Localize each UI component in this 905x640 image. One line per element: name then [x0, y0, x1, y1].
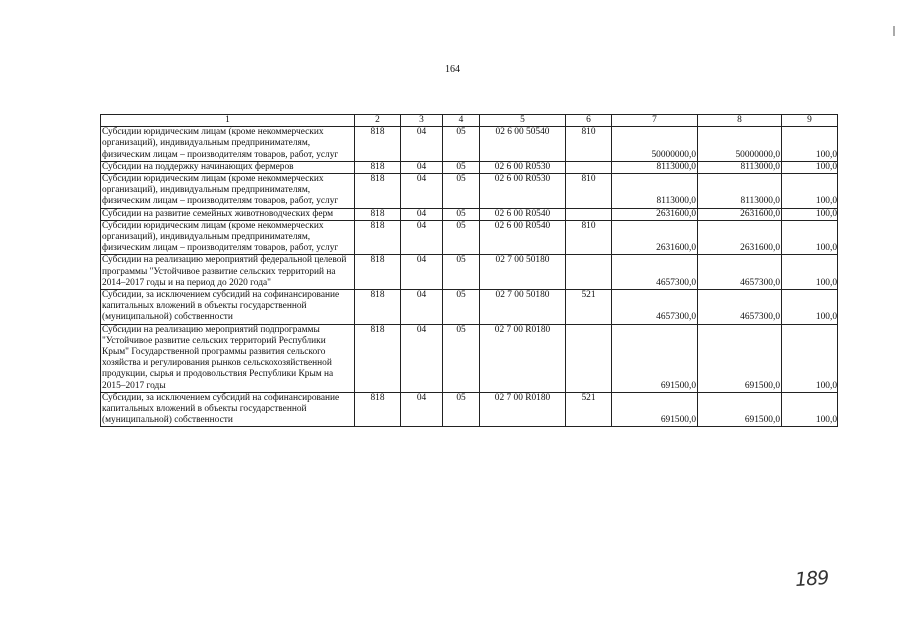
cell-expense-type: 521 [566, 290, 612, 325]
cell-target-article: 02 6 00 R0540 [480, 208, 566, 220]
cell-approved-amount: 691500,0 [612, 324, 698, 392]
cell-expense-type: 810 [566, 127, 612, 162]
table-header-row [101, 115, 838, 127]
cell-execution-percent: 100,0 [782, 174, 838, 209]
header-cell: 9 [782, 115, 838, 127]
cell-subsection: 05 [443, 324, 480, 392]
cell-name: Субсидии на развитие семейных животноводческих ферм [101, 208, 355, 220]
cell-admin-code: 818 [355, 255, 401, 290]
cell-target-article: 02 6 00 R0540 [480, 220, 566, 255]
cell-execution-percent: 100,0 [782, 220, 838, 255]
header-cell: 6 [566, 115, 612, 127]
cell-expense-type [566, 324, 612, 392]
table-row [101, 324, 838, 392]
cell-execution-percent: 100,0 [782, 392, 838, 427]
cell-expense-type [566, 255, 612, 290]
table-row [101, 392, 838, 427]
cell-approved-amount: 691500,0 [612, 392, 698, 427]
cell-executed-amount: 2631600,0 [698, 220, 782, 255]
cell-section: 04 [401, 324, 443, 392]
cell-subsection: 05 [443, 208, 480, 220]
cell-expense-type: 810 [566, 220, 612, 255]
cell-approved-amount: 8113000,0 [612, 161, 698, 173]
cell-admin-code: 818 [355, 392, 401, 427]
cell-name: Субсидии юридическим лицам (кроме некоммерческих организаций), индивидуальным предпринимателям, физическим лицам – производителям товаров, работ, услуг [101, 127, 355, 162]
page-number: 164 [445, 64, 460, 75]
cell-admin-code: 818 [355, 290, 401, 325]
cell-target-article: 02 7 00 50180 [480, 255, 566, 290]
cell-subsection: 05 [443, 290, 480, 325]
cell-execution-percent: 100,0 [782, 324, 838, 392]
header-cell: 3 [401, 115, 443, 127]
cell-subsection: 05 [443, 174, 480, 209]
cell-name: Субсидии на поддержку начинающих фермеров [101, 161, 355, 173]
cell-name: Субсидии юридическим лицам (кроме некоммерческих организаций), индивидуальным предпринимателям, физическим лицам – производителям товаров, работ, услуг [101, 174, 355, 209]
cell-target-article: 02 7 00 R0180 [480, 324, 566, 392]
cell-approved-amount: 4657300,0 [612, 290, 698, 325]
table-row [101, 127, 838, 162]
cell-execution-percent: 100,0 [782, 127, 838, 162]
cell-subsection: 05 [443, 127, 480, 162]
scan-edge-mark [893, 26, 895, 36]
cell-admin-code: 818 [355, 324, 401, 392]
cell-section: 04 [401, 208, 443, 220]
cell-section: 04 [401, 392, 443, 427]
cell-target-article: 02 7 00 50180 [480, 290, 566, 325]
cell-admin-code: 818 [355, 174, 401, 209]
cell-section: 04 [401, 220, 443, 255]
header-cell: 5 [480, 115, 566, 127]
cell-approved-amount: 2631600,0 [612, 220, 698, 255]
cell-name: Субсидии на реализацию мероприятий подпрограммы "Устойчивое развитие сельских территорий Республики Крым" Государственной программы развития сельского хозяйства и регулирования рынков сельскохозяйственной продукции, сырья и продовольствия Республики Крым на 2015–2017 годы [101, 324, 355, 392]
cell-expense-type: 521 [566, 392, 612, 427]
cell-expense-type [566, 208, 612, 220]
cell-target-article: 02 6 00 R0530 [480, 174, 566, 209]
header-cell: 7 [612, 115, 698, 127]
table-row [101, 290, 838, 325]
header-cell: 4 [443, 115, 480, 127]
cell-subsection: 05 [443, 220, 480, 255]
cell-approved-amount: 4657300,0 [612, 255, 698, 290]
cell-expense-type: 810 [566, 174, 612, 209]
cell-section: 04 [401, 255, 443, 290]
budget-table [100, 114, 838, 427]
cell-executed-amount: 2631600,0 [698, 208, 782, 220]
cell-name: Субсидии, за исключением субсидий на софинансирование капитальных вложений в объекты государственной (муниципальной) собственности [101, 392, 355, 427]
cell-executed-amount: 691500,0 [698, 324, 782, 392]
cell-subsection: 05 [443, 161, 480, 173]
cell-name: Субсидии, за исключением субсидий на софинансирование капитальных вложений в объекты государственной (муниципальной) собственности [101, 290, 355, 325]
cell-approved-amount: 50000000,0 [612, 127, 698, 162]
cell-section: 04 [401, 174, 443, 209]
cell-section: 04 [401, 290, 443, 325]
cell-execution-percent: 100,0 [782, 161, 838, 173]
cell-execution-percent: 100,0 [782, 255, 838, 290]
cell-subsection: 05 [443, 392, 480, 427]
cell-admin-code: 818 [355, 127, 401, 162]
header-cell: 1 [101, 115, 355, 127]
cell-section: 04 [401, 127, 443, 162]
header-cell: 2 [355, 115, 401, 127]
cell-name: Субсидии на реализацию мероприятий федеральной целевой программы "Устойчивое развитие сельских территорий на 2014–2017 годы и на период до 2020 года" [101, 255, 355, 290]
cell-executed-amount: 50000000,0 [698, 127, 782, 162]
cell-approved-amount: 2631600,0 [612, 208, 698, 220]
cell-executed-amount: 4657300,0 [698, 290, 782, 325]
cell-execution-percent: 100,0 [782, 208, 838, 220]
table-row [101, 208, 838, 220]
cell-executed-amount: 8113000,0 [698, 174, 782, 209]
cell-target-article: 02 6 00 50540 [480, 127, 566, 162]
header-cell: 8 [698, 115, 782, 127]
handwritten-page-number: 189 [794, 566, 829, 592]
table-row [101, 220, 838, 255]
cell-executed-amount: 691500,0 [698, 392, 782, 427]
cell-target-article: 02 6 00 R0530 [480, 161, 566, 173]
cell-subsection: 05 [443, 255, 480, 290]
cell-expense-type [566, 161, 612, 173]
cell-name: Субсидии юридическим лицам (кроме некоммерческих организаций), индивидуальным предпринимателям, физическим лицам – производителям товаров, работ, услуг [101, 220, 355, 255]
table-row [101, 255, 838, 290]
cell-executed-amount: 8113000,0 [698, 161, 782, 173]
cell-target-article: 02 7 00 R0180 [480, 392, 566, 427]
cell-executed-amount: 4657300,0 [698, 255, 782, 290]
table-row [101, 174, 838, 209]
cell-approved-amount: 8113000,0 [612, 174, 698, 209]
cell-admin-code: 818 [355, 220, 401, 255]
cell-execution-percent: 100,0 [782, 290, 838, 325]
cell-section: 04 [401, 161, 443, 173]
cell-admin-code: 818 [355, 161, 401, 173]
table-row [101, 161, 838, 173]
cell-admin-code: 818 [355, 208, 401, 220]
